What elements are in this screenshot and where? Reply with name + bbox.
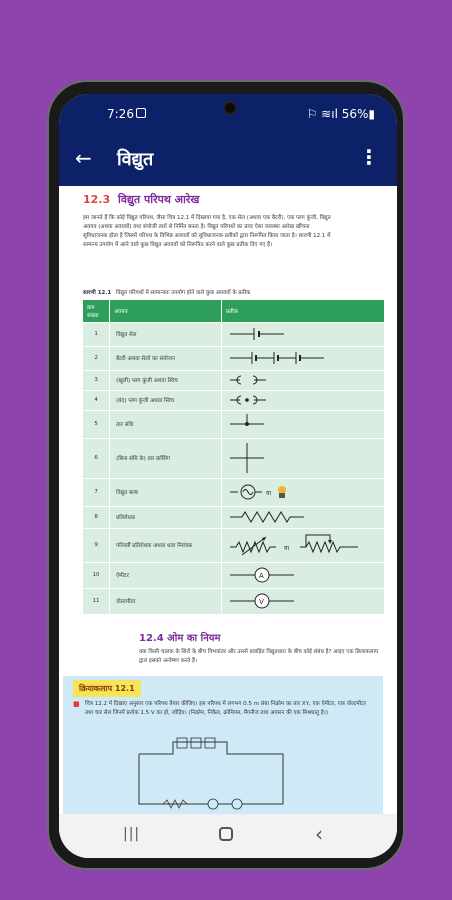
bullet-icon: ■ xyxy=(73,700,80,708)
row-number: 6 xyxy=(83,438,110,478)
page-title: विद्युत xyxy=(117,149,154,170)
ammeter-symbol-icon xyxy=(222,562,385,588)
app-bar xyxy=(59,134,397,186)
nav-back-button[interactable]: ‹ xyxy=(315,822,323,846)
table-row xyxy=(83,438,385,478)
table-row xyxy=(83,528,385,562)
row-number: 2 xyxy=(83,346,110,370)
row-number: 10 xyxy=(83,562,110,588)
status-bar xyxy=(59,94,397,134)
table-caption xyxy=(83,288,250,296)
document-page xyxy=(59,626,397,814)
row-component: वोल्टमीटर xyxy=(110,588,222,614)
table-row xyxy=(83,410,385,438)
row-number: 11 xyxy=(83,588,110,614)
rheostat-or-text: या xyxy=(284,545,290,552)
symbols-table xyxy=(83,300,385,614)
row-component: विद्युत सेल xyxy=(110,322,222,346)
voltmeter-letter: V xyxy=(259,598,264,607)
resistor-symbol-icon xyxy=(222,506,385,528)
document-page xyxy=(69,186,397,626)
row-component: विद्युत बल्ब xyxy=(110,478,222,506)
phone-frame xyxy=(47,80,405,870)
rheostat-symbol-icon xyxy=(222,528,385,562)
row-component: बैटरी अथवा सेलों का संयोजन xyxy=(110,346,222,370)
row-number: 7 xyxy=(83,478,110,506)
front-camera xyxy=(223,101,237,115)
system-nav-bar xyxy=(59,814,397,858)
table-row xyxy=(83,478,385,506)
table-row xyxy=(83,506,385,528)
table-caption-label: सारणी 12.1 xyxy=(83,290,112,296)
activity-label: क्रियाकलाप 12.1 xyxy=(73,680,141,697)
bulb-or-text: या xyxy=(266,490,272,497)
header-component: अवयव xyxy=(110,300,222,322)
gallery-notification-icon xyxy=(136,108,146,118)
closed-switch-symbol-icon xyxy=(222,390,385,410)
wire-crossing-symbol-icon xyxy=(222,438,385,478)
row-component: परिवर्ती प्रतिरोधक अथवा धारा नियंत्रक xyxy=(110,528,222,562)
row-number: 3 xyxy=(83,370,110,390)
row-component: (खुली) प्लग कुंजी अथवा स्विच xyxy=(110,370,222,390)
section-number: 12.3 xyxy=(83,193,111,206)
activity-box xyxy=(63,676,383,814)
row-component: प्रतिरोधक xyxy=(110,506,222,528)
circuit-diagram xyxy=(133,734,293,814)
table-row xyxy=(83,322,385,346)
recent-apps-button[interactable]: ||| xyxy=(123,826,141,842)
row-number: 1 xyxy=(83,322,110,346)
document-viewer[interactable] xyxy=(59,186,397,814)
section-heading xyxy=(139,630,221,644)
header-symbol: प्रतीक xyxy=(222,300,385,322)
screen xyxy=(59,94,397,858)
table-row xyxy=(83,562,385,588)
section-title: विद्युत परिपथ आरेख xyxy=(117,193,200,206)
back-arrow-icon[interactable]: ← xyxy=(75,146,92,170)
status-indicators: ⚐ ≋ıl 56%▮ xyxy=(306,107,375,121)
home-button[interactable] xyxy=(219,827,233,841)
section-number: 12.4 xyxy=(139,633,164,644)
row-component: (बिना संधि के) तार क्रॉसिंग xyxy=(110,438,222,478)
battery-symbol-icon xyxy=(222,346,385,370)
overflow-menu-icon[interactable]: ⋮ xyxy=(359,145,379,169)
status-time: 7:26 xyxy=(107,107,134,121)
section-paragraph: क्या किसी चालक के सिरों के बीच विभवांतर और उससे प्रवाहित विद्युतधारा के बीच कोई संबंध है? आइए एक क्रियाकलाप द्वारा इसको अन्वेषण करते हैं। xyxy=(139,649,379,664)
row-component: तार संधि xyxy=(110,410,222,438)
section-paragraph: हम जानते हैं कि कोई विद्युत परिपथ, जैसा चित्र 12.1 में दिखाया गया है, एक सेल (अथवा एक बैटरी), एक प्लग कुंजी, विद्युत अवयव (अथवा अवयवों) तथा संयोजी तारों से निर्मित बनता है। विद्युत परिपथों का प्रायः ऐसा व्यवस्था आरेख खींचना सुविधाजनक होता है जिसमें परिपथ के विभिन्न अवयवों को सुविधाजनक प्रतीकों द्वारा निरूपित किया जाता है। सारणी 12.1 में सामान्य उपयोग में आने वाले कुछ विद्युत अवयवों को निरूपित करने वाले कुछ प्रतीक दिए गए हैं। xyxy=(83,215,331,248)
bulb-symbol-icon xyxy=(222,478,385,506)
table-caption-text: विद्युत परिपथों में सामान्यतः उपयोग होने वाले कुछ अवयवों के प्रतीक xyxy=(116,290,251,296)
open-switch-symbol-icon xyxy=(222,370,385,390)
ammeter-letter: A xyxy=(259,572,264,580)
row-number: 4 xyxy=(83,390,110,410)
cell-symbol-icon xyxy=(222,322,385,346)
row-number: 5 xyxy=(83,410,110,438)
row-number: 9 xyxy=(83,528,110,562)
row-component: ऐमीटर xyxy=(110,562,222,588)
table-row xyxy=(83,346,385,370)
row-number: 8 xyxy=(83,506,110,528)
table-row xyxy=(83,390,385,410)
row-component: (बंद) प्लग कुंजी अथवा स्विच xyxy=(110,390,222,410)
activity-text: चित्र 12.2 में दिखाए अनुसार एक परिपथ तैयार कीजिए। इस परिपथ में लगभग 0.5 m लंबा निक्रोम का तार XY, एक ऐमीटर, एक वोल्टमीटर तथा चार सेल जिनमें प्रत्येक 1.5 V का हो, जोड़िए। (निक्रोम, निकैल, क्रोमियम, मैंगनीज तथा आयरन की एक मिश्रधातु है।) xyxy=(85,701,367,716)
header-serial: क्रम संख्या xyxy=(83,300,110,322)
wire-joint-symbol-icon xyxy=(222,410,385,438)
section-heading xyxy=(83,192,199,207)
table-row xyxy=(83,588,385,614)
section-title: ओम का नियम xyxy=(167,633,221,644)
voltmeter-symbol-icon xyxy=(222,588,385,614)
table-row xyxy=(83,370,385,390)
